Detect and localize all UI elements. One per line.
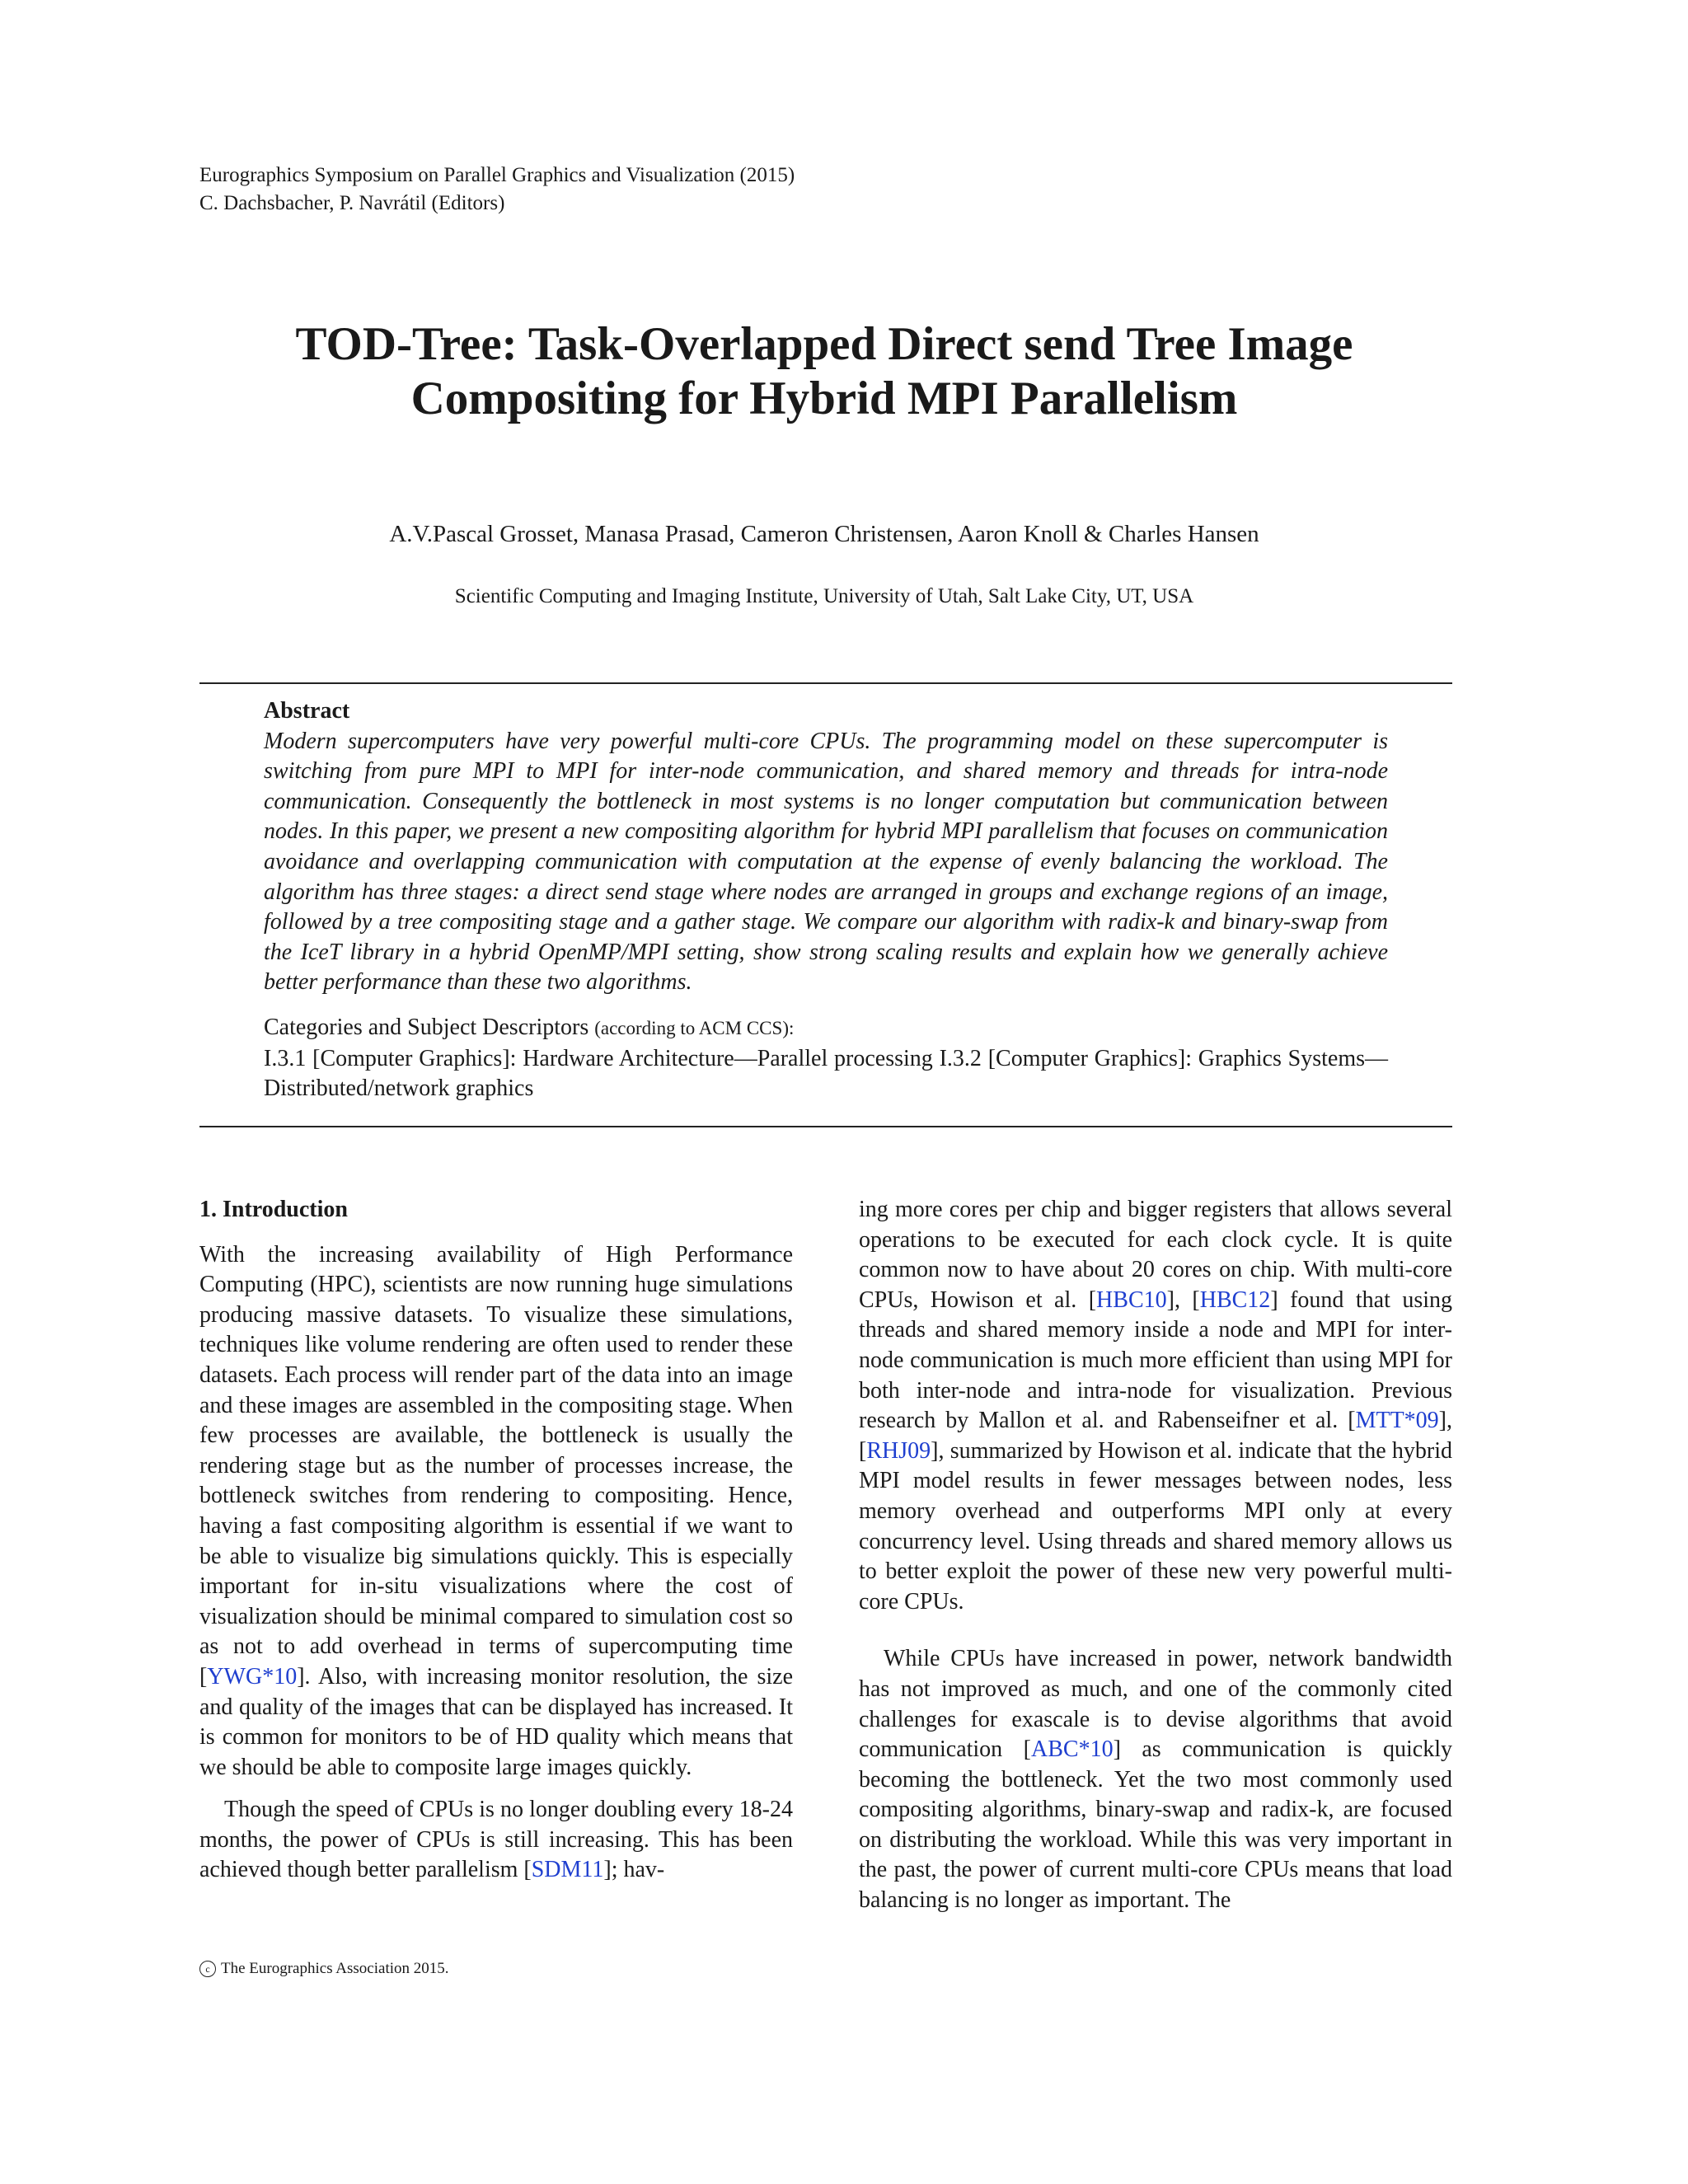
right-column [859,1195,1452,1916]
paragraph-text: ], [ [1166,1286,1200,1313]
paragraph-text: ] found that using threads and shared memory inside a node and MPI for inter-node communication is much more efficient than using MPI for both inter-node and intra-node for visualization. Previous research by Mallon et al. and Rabenseifner et al. [ [859,1286,1452,1434]
paragraph-text: ]; hav- [603,1857,665,1883]
copyright-text: The Eurographics Association 2015. [221,1960,449,1977]
paragraph-text: ing more cores per chip and bigger registers that allows several operations to be executed for each clock cycle. It is quite common now to have about 20 cores on chip. With multi-core CPUs, Howison et al. [ [859,1197,1452,1313]
title-line-1: TOD-Tree: Task-Overlapped Direct send Tree Image [295,318,1353,370]
ccs-text: I.3.1 [Computer Graphics]: Hardware Architecture—Parallel processing I.3.2 [Computer Graphics]: Graphics Systems—Distributed/network graphics [264,1045,1388,1102]
paragraph-text: With the increasing availability of High Performance Computing (HPC), scientists are now running huge simulations producing massive datasets. To visualize these simulations, techniques like volume rendering are often used to render these datasets. Each process will render part of the data into an image and these images are assembled in the compositing stage. When few processes are available, the bottleneck is usually the rendering stage but as the number of processes increase, the bottleneck switches from rendering to compositing. Hence, having a fast compositing algorithm is essential if we want to be able to visualize big simulations quickly. This is especially important for in-situ visualizations where the cost of visualization should be minimal compared to simulation cost so as not to add overhead in terms of supercomputing time [ [199,1241,793,1690]
affiliation: Scientific Computing and Imaging Institute, University of Utah, Salt Lake City, UT, USA [454,585,1194,607]
paragraph [199,1795,793,1886]
paragraph-text: ]. Also, with increasing monitor resolution, the size and quality of the images that can be displayed has increased. It is common for monitors to be of HD quality which means that we should be able to composite large images quickly. [199,1663,793,1780]
copyright-footer [199,1960,449,1978]
ccs-block [264,1013,1388,1104]
abstract-heading: Abstract [264,698,350,724]
citation-link[interactable]: ABC*10 [1031,1736,1114,1763]
ccs-heading-note: (according to ACM CCS): [594,1018,795,1038]
left-column [199,1195,793,1886]
paper-title [198,317,1451,426]
venue-header [199,162,795,218]
abstract-text: Modern supercomputers have very powerful multi-core CPUs. The programming model on these supercomputer is switching from pure MPI to MPI for inter-node communication, and shared memory and threads for intra-node communication. Consequently the bottleneck in most systems is no longer computation but communication between nodes. In this paper, we present a new compositing algorithm for hybrid MPI parallelism that focuses on communication avoidance and overlapping communication with computation at the expense of evenly balancing the workload. The algorithm has three stages: a direct send stage where nodes are arranged in groups and exchange regions of an image, followed by a tree compositing stage and a gather stage. We compare our algorithm with radix-k and binary-swap from the IceT library in a hybrid OpenMP/MPI setting, show strong scaling results and explain how we generally achieve better performance than these two algorithms. [264,728,1388,996]
abstract-block [264,696,1388,998]
citation-link[interactable]: SDM11 [531,1857,604,1883]
paragraph-text: Though the speed of CPUs is no longer doubling every 18-24 months, the power of CPUs is still increasing. This has been achieved though better parallelism [ [199,1797,793,1883]
paragraph [199,1240,793,1783]
paragraph [859,1644,1452,1915]
top-rule [199,682,1452,684]
citation-link[interactable]: HBC10 [1096,1286,1167,1313]
copyright-icon: c [199,1961,216,1977]
citation-link[interactable]: YWG*10 [207,1663,298,1690]
venue-line: Eurographics Symposium on Parallel Graphics and Visualization (2015) [199,164,795,186]
paragraph-text: ] as communication is quickly becoming the bottleneck. Yet the two most commonly used compositing algorithms, binary-swap and radix-k, are focused on distributing the workload. While this was very important in the past, the power of current multi-core CPUs means that load balancing is no longer as important. The [859,1736,1452,1914]
paragraph-text: ], [ [859,1408,1452,1464]
section-heading: 1. Introduction [199,1197,348,1222]
ccs-heading: Categories and Subject Descriptors [264,1015,589,1040]
ccs-heading-line [264,1013,1388,1044]
paragraph-text: While CPUs have increased in power, network bandwidth has not improved as much, and one of the commonly cited challenges for exascale is to devise algorithms that avoid communication [ [859,1646,1452,1763]
paragraph [859,1195,1452,1617]
editors-line: C. Dachsbacher, P. Navrátil (Editors) [199,192,505,214]
title-line-2: Compositing for Hybrid MPI Parallelism [410,373,1238,424]
bottom-rule [199,1126,1452,1127]
citation-link[interactable]: MTT*09 [1355,1408,1439,1434]
citation-link[interactable]: HBC12 [1199,1286,1271,1313]
citation-link[interactable]: RHJ09 [866,1437,931,1464]
author-list: A.V.Pascal Grosset, Manasa Prasad, Cameron Christensen, Aaron Knoll & Charles Hansen [389,521,1259,547]
paragraph-text: ], summarized by Howison et al. indicate that the hybrid MPI model results in fewer messages between nodes, less memory overhead and outperforms MPI only at every concurrency level. Using threads and shared memory allows us to better exploit the power of these new very powerful multi-core CPUs. [859,1437,1452,1615]
